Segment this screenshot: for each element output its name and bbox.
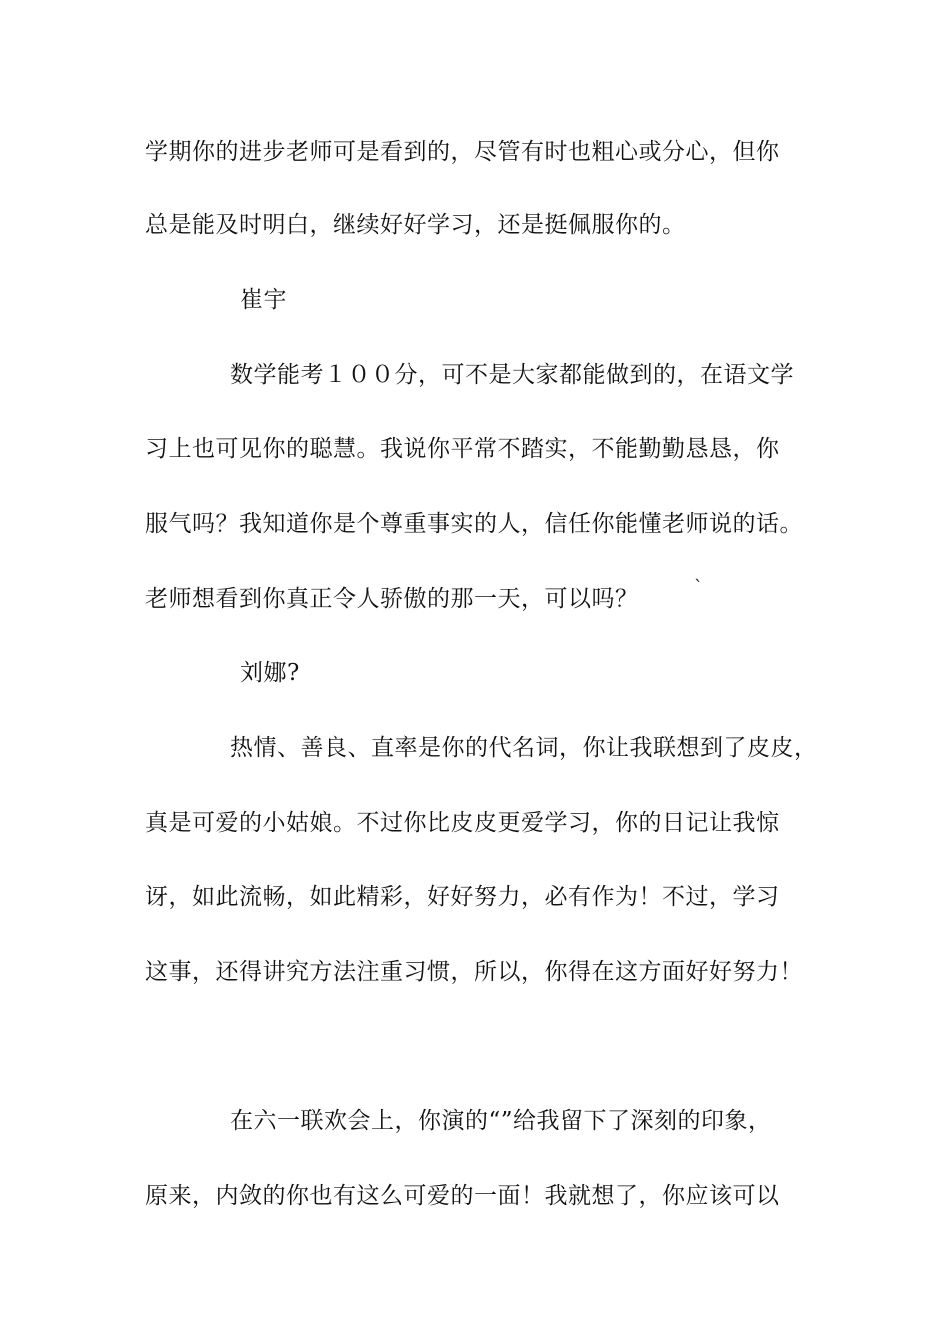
paragraph-1-line-2: 总是能及时明白，继续好好学习，还是挺佩服你的。 xyxy=(145,212,686,238)
student-name-liu-na: 刘娜? xyxy=(240,660,300,686)
paragraph-3-line-3: 讶，如此流畅，如此精彩，好好努力，必有作为！不过，学习 xyxy=(145,884,780,910)
paragraph-2-line-1: 数学能考１００分，可不是大家都能做到的，在语文学 xyxy=(230,362,794,388)
paragraph-1-line-1: 学期你的进步老师可是看到的，尽管有时也粗心或分心，但你 xyxy=(145,139,780,165)
paragraph-2-line-2: 习上也可见你的聪慧。我说你平常不踏实，不能勤勤恳恳，你 xyxy=(145,436,780,462)
paragraph-3-line-4: 这事，还得讲究方法注重习惯，所以，你得在这方面好好努力！ xyxy=(145,959,803,985)
paragraph-2-line-3: 服气吗？我知道你是个尊重事实的人，信任你能懂老师说的话。 xyxy=(145,511,803,537)
paragraph-4-line-1: 在六一联欢会上，你演的“”给我留下了深刻的印象， xyxy=(230,1108,772,1134)
paragraph-3-line-2: 真是可爱的小姑娘。不过你比皮皮更爱学习，你的日记让我惊 xyxy=(145,810,780,836)
paragraph-3-line-1: 热情、善良、直率是你的代名词，你让我联想到了皮皮， xyxy=(230,735,818,761)
paragraph-4-line-2: 原来，内敛的你也有这么可爱的一面！我就想了，你应该可以 xyxy=(145,1183,780,1209)
student-name-cui-yu: 崔宇 xyxy=(240,287,287,313)
paragraph-2-line-4: 老师想看到你真正令人骄傲的那一天，可以吗？ xyxy=(145,586,639,612)
stray-mark: ` xyxy=(694,577,703,598)
